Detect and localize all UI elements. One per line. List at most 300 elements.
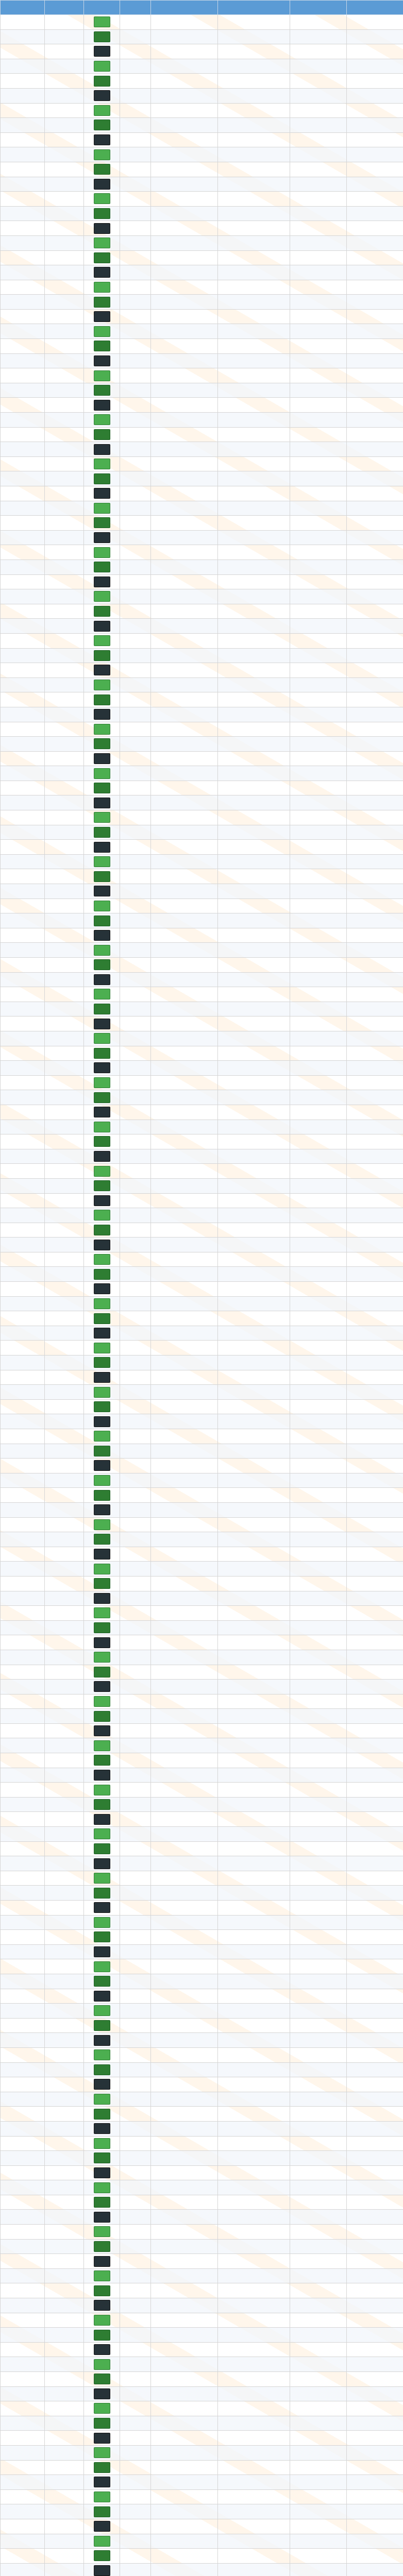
touch-cell [290, 2062, 347, 2077]
touch-cell [290, 545, 347, 560]
touch-cell [290, 2004, 347, 2019]
model-cell [45, 781, 84, 795]
note-cell [347, 1296, 403, 1311]
resolution-cell [151, 192, 218, 207]
thumbnail-cell [84, 1871, 120, 1886]
model-cell [45, 339, 84, 354]
interface-cell [218, 2165, 290, 2180]
product-thumbnail-icon [94, 2447, 110, 2458]
product-thumbnail-icon [94, 945, 110, 956]
note-cell [347, 1502, 403, 1517]
thumbnail-cell [84, 854, 120, 869]
brand-cell [1, 1591, 45, 1606]
interface-cell [218, 560, 290, 574]
thumbnail-cell [84, 884, 120, 899]
size-cell [120, 2092, 151, 2107]
resolution-cell [151, 2121, 218, 2136]
brand-cell [1, 1930, 45, 1945]
table-row [1, 118, 403, 133]
table-row [1, 250, 403, 265]
interface-cell [218, 1959, 290, 1974]
resolution-cell [151, 456, 218, 471]
size-cell [120, 1576, 151, 1591]
note-cell [347, 1738, 403, 1753]
note-cell [347, 1414, 403, 1429]
touch-cell [290, 309, 347, 324]
thumbnail-cell [84, 1429, 120, 1444]
note-cell [347, 2313, 403, 2328]
product-thumbnail-icon [94, 311, 110, 322]
resolution-cell [151, 59, 218, 74]
touch-cell [290, 147, 347, 162]
touch-cell [290, 2047, 347, 2062]
resolution-cell [151, 15, 218, 30]
brand-cell [1, 1370, 45, 1385]
size-cell [120, 1680, 151, 1694]
thumbnail-cell [84, 781, 120, 795]
interface-cell [218, 501, 290, 516]
size-cell [120, 913, 151, 928]
brand-cell [1, 737, 45, 752]
product-thumbnail-icon [94, 1888, 110, 1899]
size-cell [120, 2047, 151, 2062]
touch-cell [290, 2342, 347, 2357]
product-thumbnail-icon [94, 2462, 110, 2473]
note-cell [347, 1841, 403, 1856]
touch-cell [290, 1296, 347, 1311]
size-cell [120, 132, 151, 147]
table-row [1, 2239, 403, 2254]
size-cell [120, 29, 151, 44]
thumbnail-cell [84, 943, 120, 958]
thumbnail-cell [84, 589, 120, 604]
note-cell [347, 88, 403, 103]
model-cell [45, 103, 84, 118]
brand-cell [1, 1620, 45, 1635]
thumbnail-cell [84, 103, 120, 118]
product-thumbnail-icon [94, 1033, 110, 1044]
resolution-cell [151, 2092, 218, 2107]
product-thumbnail-icon [94, 2212, 110, 2223]
table-row [1, 1282, 403, 1297]
product-thumbnail-icon [94, 1534, 110, 1545]
touch-cell [290, 1930, 347, 1945]
model-cell [45, 2107, 84, 2122]
model-cell [45, 560, 84, 574]
thumbnail-cell [84, 398, 120, 413]
table-row [1, 1665, 403, 1680]
table-row [1, 1149, 403, 1164]
brand-cell [1, 132, 45, 147]
resolution-cell [151, 1783, 218, 1798]
interface-cell [218, 324, 290, 339]
brand-cell [1, 339, 45, 354]
brand-cell [1, 722, 45, 737]
model-cell [45, 2180, 84, 2195]
size-cell [120, 147, 151, 162]
note-cell [347, 59, 403, 74]
interface-cell [218, 1252, 290, 1267]
size-cell [120, 1414, 151, 1429]
size-cell [120, 456, 151, 471]
resolution-cell [151, 884, 218, 899]
note-cell [347, 810, 403, 825]
touch-cell [290, 1974, 347, 1989]
model-cell [45, 1459, 84, 1473]
size-cell [120, 619, 151, 634]
size-cell [120, 2460, 151, 2475]
thumbnail-cell [84, 427, 120, 442]
interface-cell [218, 1827, 290, 1842]
product-thumbnail-icon [94, 1387, 110, 1398]
note-cell [347, 1444, 403, 1459]
touch-cell [290, 1650, 347, 1665]
brand-cell [1, 280, 45, 295]
size-cell [120, 1164, 151, 1179]
thumbnail-cell [84, 1620, 120, 1635]
resolution-cell [151, 722, 218, 737]
product-thumbnail-icon [94, 355, 110, 366]
interface-cell [218, 1738, 290, 1753]
interface-cell [218, 1576, 290, 1591]
product-thumbnail-icon [94, 959, 110, 970]
brand-cell [1, 2004, 45, 2019]
brand-cell [1, 398, 45, 413]
resolution-cell [151, 2283, 218, 2298]
model-cell [45, 1134, 84, 1149]
interface-cell [218, 1238, 290, 1252]
table-row [1, 633, 403, 648]
brand-cell [1, 1723, 45, 1738]
table-row [1, 1886, 403, 1901]
model-cell [45, 413, 84, 428]
touch-cell [290, 1576, 347, 1591]
size-cell [120, 1193, 151, 1208]
thumbnail-cell [84, 265, 120, 280]
size-cell [120, 766, 151, 781]
product-thumbnail-icon [94, 2049, 110, 2060]
brand-cell [1, 1120, 45, 1134]
table-row [1, 899, 403, 913]
model-cell [45, 2283, 84, 2298]
interface-cell [218, 132, 290, 147]
product-thumbnail-icon [94, 827, 110, 838]
product-thumbnail-icon [94, 164, 110, 175]
brand-cell [1, 2180, 45, 2195]
product-thumbnail-icon [94, 1843, 110, 1854]
product-thumbnail-icon [94, 238, 110, 248]
resolution-cell [151, 1562, 218, 1577]
touch-cell [290, 1547, 347, 1562]
size-cell [120, 2121, 151, 2136]
table-row [1, 854, 403, 869]
note-cell [347, 928, 403, 943]
note-cell [347, 471, 403, 486]
resolution-cell [151, 280, 218, 295]
thumbnail-cell [84, 1841, 120, 1856]
thumbnail-cell [84, 442, 120, 457]
thumbnail-cell [84, 1517, 120, 1532]
size-cell [120, 1223, 151, 1238]
model-cell [45, 604, 84, 619]
model-cell [45, 1164, 84, 1179]
touch-cell [290, 1414, 347, 1429]
model-cell [45, 1399, 84, 1414]
touch-cell [290, 1075, 347, 1090]
model-cell [45, 1974, 84, 1989]
table-row [1, 2563, 403, 2576]
model-cell [45, 2225, 84, 2240]
model-cell [45, 2047, 84, 2062]
thumbnail-cell [84, 2268, 120, 2283]
model-cell [45, 1282, 84, 1297]
note-cell [347, 1650, 403, 1665]
note-cell [347, 1591, 403, 1606]
table-row [1, 74, 403, 89]
thumbnail-cell [84, 2342, 120, 2357]
brand-cell [1, 1562, 45, 1577]
brand-cell [1, 368, 45, 383]
interface-cell [218, 677, 290, 692]
product-thumbnail-icon [94, 886, 110, 896]
note-cell [347, 1680, 403, 1694]
thumbnail-cell [84, 751, 120, 766]
size-cell [120, 545, 151, 560]
resolution-cell [151, 943, 218, 958]
product-thumbnail-icon [94, 1607, 110, 1618]
note-cell [347, 648, 403, 663]
interface-cell [218, 368, 290, 383]
table-row [1, 2107, 403, 2122]
resolution-cell [151, 1399, 218, 1414]
model-cell [45, 2062, 84, 2077]
interface-cell [218, 235, 290, 250]
product-thumbnail-icon [94, 2241, 110, 2252]
model-cell [45, 869, 84, 884]
model-cell [45, 2313, 84, 2328]
resolution-cell [151, 1768, 218, 1783]
model-cell [45, 1915, 84, 1930]
product-thumbnail-icon [94, 2035, 110, 2046]
table-row [1, 1606, 403, 1621]
model-cell [45, 2121, 84, 2136]
touch-cell [290, 1311, 347, 1326]
product-thumbnail-icon [94, 680, 110, 690]
resolution-cell [151, 1723, 218, 1738]
size-cell [120, 2254, 151, 2269]
size-cell [120, 1208, 151, 1223]
interface-cell [218, 781, 290, 795]
interface-cell [218, 2151, 290, 2166]
brand-cell [1, 221, 45, 236]
header-cell [1, 1, 45, 15]
brand-cell [1, 958, 45, 973]
table-row [1, 398, 403, 413]
touch-cell [290, 2534, 347, 2549]
resolution-cell [151, 869, 218, 884]
product-thumbnail-icon [94, 1740, 110, 1751]
thumbnail-cell [84, 132, 120, 147]
product-thumbnail-icon [94, 989, 110, 999]
resolution-cell [151, 2239, 218, 2254]
thumbnail-cell [84, 663, 120, 678]
size-cell [120, 2372, 151, 2387]
table-row [1, 1252, 403, 1267]
brand-cell [1, 1414, 45, 1429]
product-thumbnail-icon [94, 1166, 110, 1177]
model-cell [45, 353, 84, 368]
resolution-cell [151, 1797, 218, 1812]
note-cell [347, 958, 403, 973]
thumbnail-cell [84, 2313, 120, 2328]
product-thumbnail-icon [94, 1976, 110, 1987]
product-thumbnail-icon [94, 635, 110, 646]
thumbnail-cell [84, 1650, 120, 1665]
thumbnail-cell [84, 1723, 120, 1738]
brand-cell [1, 1841, 45, 1856]
size-cell [120, 118, 151, 133]
resolution-cell [151, 1459, 218, 1473]
thumbnail-cell [84, 2386, 120, 2401]
brand-cell [1, 1606, 45, 1621]
note-cell [347, 162, 403, 177]
size-cell [120, 1783, 151, 1798]
resolution-cell [151, 2534, 218, 2549]
table-row [1, 589, 403, 604]
thumbnail-cell [84, 1576, 120, 1591]
touch-cell [290, 192, 347, 207]
touch-cell [290, 2328, 347, 2343]
touch-cell [290, 1355, 347, 1370]
brand-cell [1, 2298, 45, 2313]
resolution-cell [151, 2504, 218, 2519]
note-cell [347, 1488, 403, 1503]
product-thumbnail-icon [94, 1062, 110, 1073]
note-cell [347, 309, 403, 324]
note-cell [347, 147, 403, 162]
thumbnail-cell [84, 1341, 120, 1355]
touch-cell [290, 1989, 347, 2004]
thumbnail-cell [84, 2357, 120, 2372]
note-cell [347, 854, 403, 869]
resolution-cell [151, 353, 218, 368]
touch-cell [290, 2401, 347, 2416]
model-cell [45, 265, 84, 280]
size-cell [120, 2475, 151, 2490]
size-cell [120, 368, 151, 383]
brand-cell [1, 574, 45, 589]
brand-cell [1, 74, 45, 89]
thumbnail-cell [84, 530, 120, 545]
interface-cell [218, 74, 290, 89]
size-cell [120, 1238, 151, 1252]
brand-cell [1, 1090, 45, 1105]
resolution-cell [151, 1532, 218, 1547]
model-cell [45, 2431, 84, 2446]
model-cell [45, 221, 84, 236]
interface-cell [218, 250, 290, 265]
size-cell [120, 1385, 151, 1400]
size-cell [120, 2239, 151, 2254]
interface-cell [218, 1149, 290, 1164]
brand-cell [1, 2342, 45, 2357]
model-cell [45, 1429, 84, 1444]
size-cell [120, 854, 151, 869]
model-cell [45, 840, 84, 855]
note-cell [347, 2225, 403, 2240]
table-row [1, 456, 403, 471]
size-cell [120, 427, 151, 442]
table-row [1, 2268, 403, 2283]
resolution-cell [151, 1341, 218, 1355]
header-cell [347, 1, 403, 15]
product-thumbnail-icon [94, 149, 110, 160]
brand-cell [1, 2431, 45, 2446]
resolution-cell [151, 677, 218, 692]
note-cell [347, 2121, 403, 2136]
table-row [1, 324, 403, 339]
size-cell [120, 221, 151, 236]
interface-cell [218, 707, 290, 722]
size-cell [120, 1444, 151, 1459]
brand-cell [1, 1193, 45, 1208]
table-row [1, 29, 403, 44]
model-cell [45, 2018, 84, 2033]
brand-cell [1, 1208, 45, 1223]
product-thumbnail-icon [94, 2005, 110, 2016]
resolution-cell [151, 899, 218, 913]
resolution-cell [151, 324, 218, 339]
product-thumbnail-icon [94, 1755, 110, 1766]
table-row [1, 1414, 403, 1429]
thumbnail-cell [84, 1046, 120, 1061]
brand-cell [1, 295, 45, 310]
touch-cell [290, 1606, 347, 1621]
touch-cell [290, 1665, 347, 1680]
table-row [1, 1341, 403, 1355]
model-cell [45, 1385, 84, 1400]
table-row [1, 103, 403, 118]
model-cell [45, 29, 84, 44]
interface-cell [218, 1370, 290, 1385]
interface-cell [218, 1282, 290, 1297]
interface-cell [218, 2401, 290, 2416]
resolution-cell [151, 103, 218, 118]
product-thumbnail-icon [94, 1564, 110, 1574]
thumbnail-cell [84, 1208, 120, 1223]
product-thumbnail-icon [94, 134, 110, 145]
touch-cell [290, 663, 347, 678]
touch-cell [290, 88, 347, 103]
table-row [1, 1974, 403, 1989]
touch-cell [290, 2313, 347, 2328]
touch-cell [290, 1267, 347, 1282]
note-cell [347, 2431, 403, 2446]
interface-cell [218, 2416, 290, 2431]
touch-cell [290, 2460, 347, 2475]
interface-cell [218, 2372, 290, 2387]
thumbnail-cell [84, 1090, 120, 1105]
table-row [1, 383, 403, 398]
interface-cell [218, 147, 290, 162]
interface-cell [218, 1812, 290, 1827]
model-cell [45, 280, 84, 295]
thumbnail-cell [84, 2092, 120, 2107]
touch-cell [290, 2431, 347, 2446]
product-thumbnail-icon [94, 532, 110, 543]
touch-cell [290, 1016, 347, 1031]
touch-cell [290, 486, 347, 501]
